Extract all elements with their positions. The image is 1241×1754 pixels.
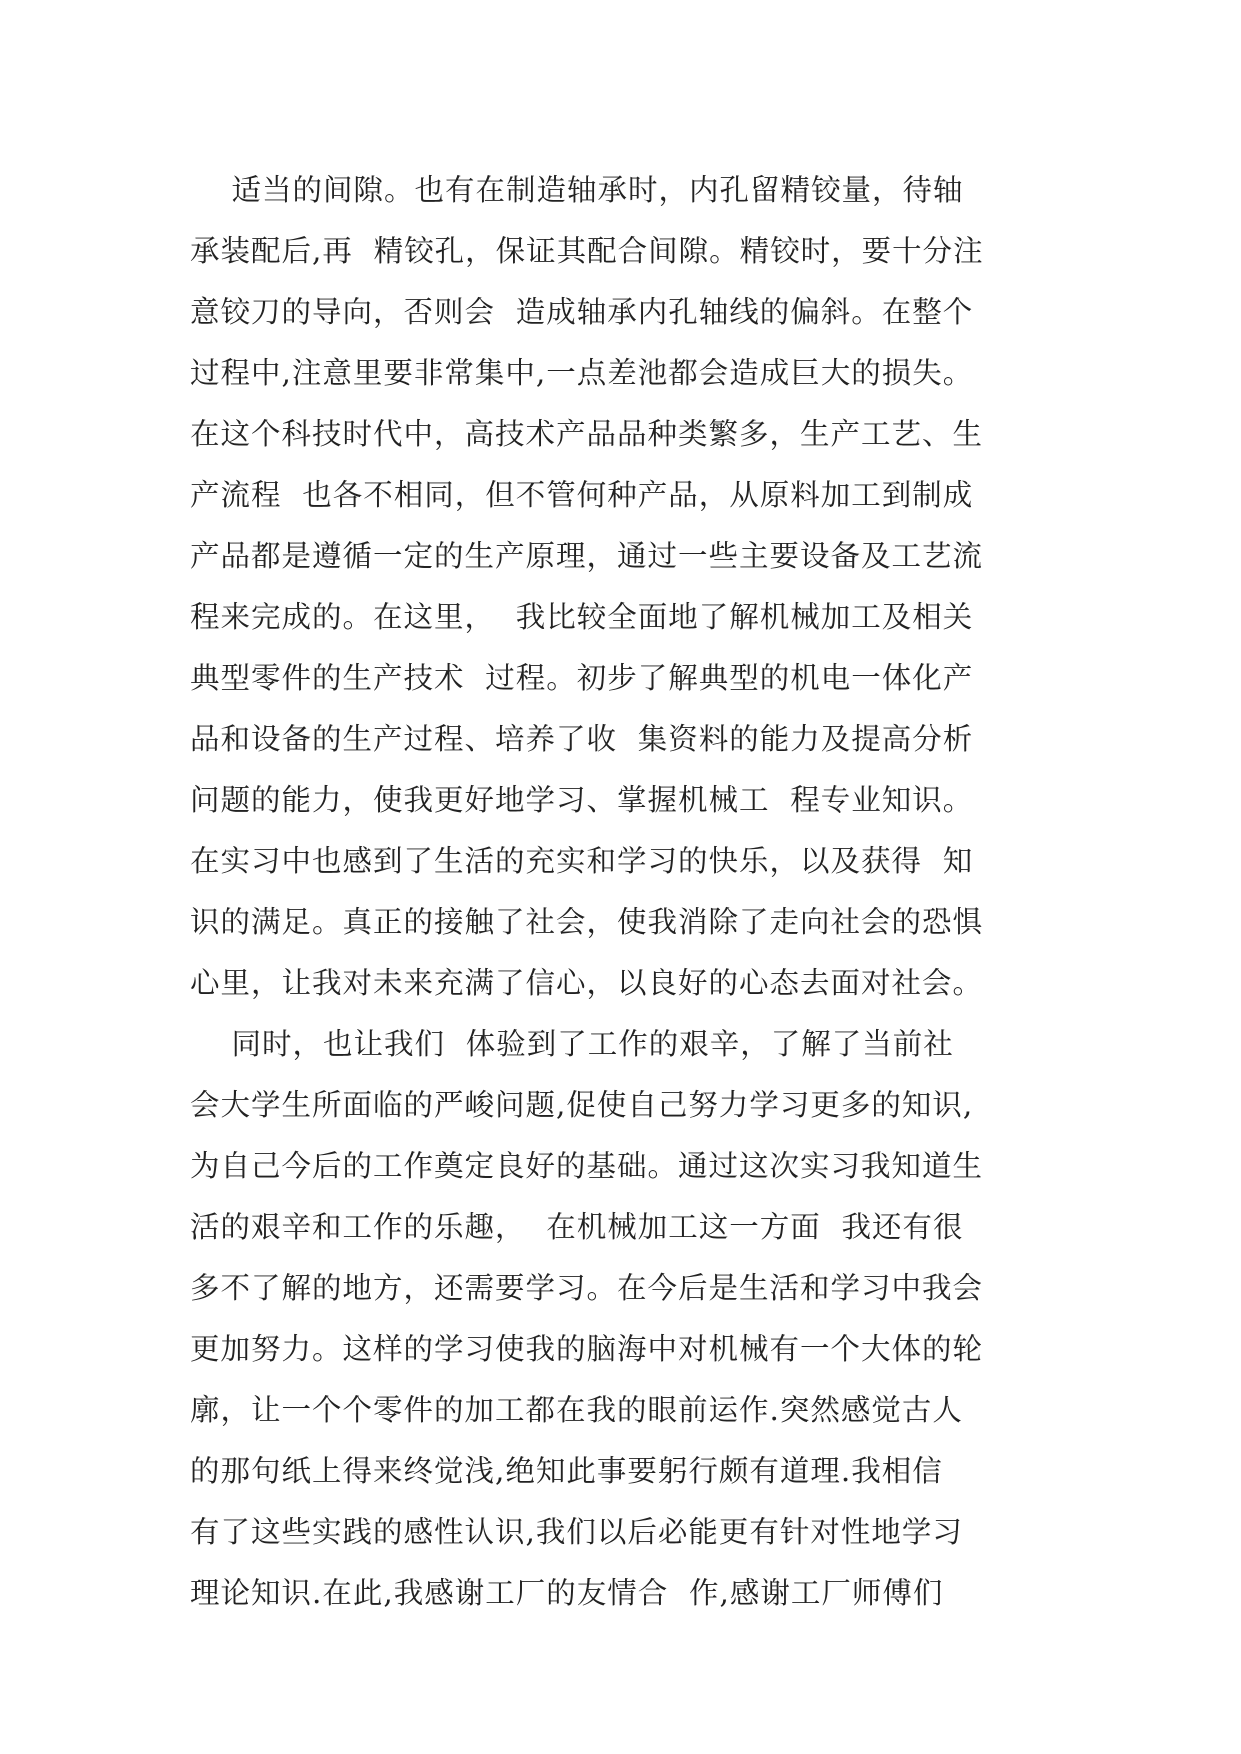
text-line: 廓，让一个个零件的加工都在我的眼前运作.突然感觉古人 [190, 1393, 963, 1427]
text-line: 在实习中也感到了生活的充实和学习的快乐，以及获得 知 [190, 844, 974, 878]
body-text [190, 160, 1070, 1624]
text-line: 同时，也让我们 体验到了工作的艰辛，了解了当前社 [190, 1027, 954, 1061]
text-line: 在这个科技时代中，高技术产品品种类繁多，生产工艺、生 [190, 417, 984, 451]
text-line: 适当的间隙。也有在制造轴承时，内孔留精铰量，待轴 [190, 173, 964, 207]
text-line: 会大学生所面临的严峻问题,促使自己努力学习更多的知识, [190, 1088, 974, 1122]
text-line: 问题的能力，使我更好地学习、掌握机械工 程专业知识。 [190, 783, 974, 817]
text-line: 更加努力。这样的学习使我的脑海中对机械有一个大体的轮 [190, 1332, 984, 1366]
text-line: 有了这些实践的感性认识,我们以后必能更有针对性地学习 [190, 1515, 963, 1549]
text-line: 品和设备的生产过程、培养了收 集资料的能力及提高分析 [190, 722, 974, 756]
text-line: 心里，让我对未来充满了信心，以良好的心态去面对社会。 [190, 966, 984, 1000]
text-line: 多不了解的地方，还需要学习。在今后是生活和学习中我会 [190, 1271, 984, 1305]
text-line: 承装配后,再 精铰孔，保证其配合间隙。精铰时，要十分注 [190, 234, 984, 268]
text-line: 的那句纸上得来终觉浅,绝知此事要躬行颇有道理.我相信 [190, 1454, 943, 1488]
text-line: 过程中,注意里要非常集中,一点差池都会造成巨大的损失。 [190, 356, 974, 390]
text-line: 为自己今后的工作奠定良好的基础。通过这次实习我知道生 [190, 1149, 984, 1183]
text-line: 程来完成的。在这里， 我比较全面地了解机械加工及相关 [190, 600, 974, 634]
text-line: 意铰刀的导向，否则会 造成轴承内孔轴线的偏斜。在整个 [190, 295, 974, 329]
text-line: 典型零件的生产技术 过程。初步了解典型的机电一体化产 [190, 661, 974, 695]
text-line: 产品都是遵循一定的生产原理，通过一些主要设备及工艺流 [190, 539, 984, 573]
text-line: 识的满足。真正的接触了社会，使我消除了走向社会的恐惧 [190, 905, 984, 939]
text-line: 活的艰辛和工作的乐趣， 在机械加工这一方面 我还有很 [190, 1210, 964, 1244]
text-line: 产流程 也各不相同，但不管何种产品，从原料加工到制成 [190, 478, 974, 512]
text-line: 理论知识.在此,我感谢工厂的友情合 作,感谢工厂师傅们 [190, 1576, 944, 1610]
